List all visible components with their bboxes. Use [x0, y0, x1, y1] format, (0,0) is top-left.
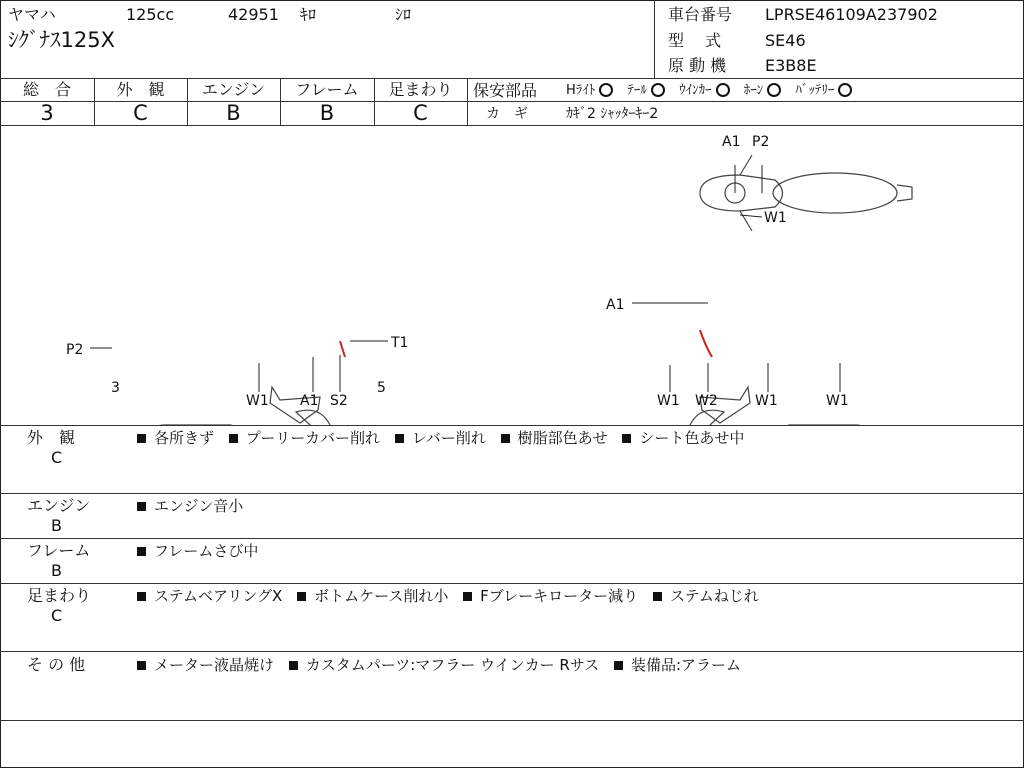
label-w1-top: W1 — [764, 210, 787, 226]
grade-frame-label: フレーム — [295, 80, 359, 99]
remark-exterior-grade: C — [51, 448, 63, 467]
safety-winker: ｳｲﾝｶｰ — [679, 83, 712, 98]
engine-code: E3B8E — [765, 56, 817, 75]
key-value: ｶｷﾞ2 ｼｬｯﾀｰｷｰ2 — [566, 106, 659, 122]
mileage: 42951 — [228, 5, 279, 24]
grade-suspension-value: C — [413, 101, 428, 125]
grade-overall-label: 総 合 — [22, 80, 71, 99]
scooter-right-side — [648, 387, 915, 425]
safety-label: 保安部品 — [473, 81, 538, 100]
safety-battery: ﾊﾞｯﾃﾘｰ — [795, 83, 835, 98]
label-w1-right-c: W1 — [826, 393, 849, 409]
grade-suspension-label: 足まわり — [388, 80, 453, 99]
safety-horn-ok-icon — [767, 83, 781, 97]
divider — [0, 493, 1024, 494]
label-w2-right: W2 — [695, 393, 718, 409]
grade-exterior-label: 外 観 — [116, 80, 165, 99]
divider — [654, 0, 655, 78]
label-p2: P2 — [66, 342, 84, 358]
damage-mark — [700, 330, 712, 357]
remark-other-items: メーター液晶焼け カスタムパーツ:マフラー ウインカー Rサス 装備品:アラーム — [137, 656, 751, 674]
divider — [0, 538, 1024, 539]
body-color: ｼﾛ — [395, 5, 412, 24]
label-3: 3 — [111, 380, 120, 396]
damage-mark — [340, 341, 345, 357]
remark-suspension-grade: C — [51, 606, 63, 625]
label-w1-right-b: W1 — [755, 393, 778, 409]
damage-diagram — [0, 125, 1024, 425]
grade-engine-value: B — [226, 101, 241, 125]
mileage-unit: ｷﾛ — [300, 5, 317, 24]
label-a1: A1 — [300, 393, 319, 409]
grade-exterior-value: C — [133, 101, 148, 125]
key-label: カ ギ — [486, 106, 528, 122]
frame-no-label: 車台番号 — [668, 5, 733, 24]
label-a1-right: A1 — [606, 297, 625, 313]
grade-engine-label: エンジン — [201, 80, 266, 99]
divider — [0, 425, 1024, 426]
safety-headlight: Hﾗｲﾄ — [566, 83, 596, 98]
remark-suspension-cat: 足まわり — [27, 586, 92, 605]
label-5: 5 — [377, 380, 386, 396]
remark-suspension-items: ステムベアリングX ボトムケース削れ小 Fブレーキローター減り ステムねじれ — [137, 587, 769, 605]
model-code: SE46 — [765, 31, 806, 50]
maker: ヤマハ — [8, 5, 56, 24]
scooter-top-view — [700, 155, 912, 231]
label-t1: T1 — [391, 335, 409, 351]
engine-code-label: 原 動 機 — [668, 56, 727, 75]
remark-engine-grade: B — [51, 516, 62, 535]
divider — [0, 78, 1024, 79]
divider — [0, 583, 1024, 584]
safety-items — [566, 82, 862, 100]
displacement: 125cc — [126, 5, 175, 24]
divider — [0, 720, 1024, 721]
remark-engine-cat: エンジン — [27, 496, 91, 515]
safety-horn: ﾎｰﾝ — [743, 83, 764, 98]
remark-other-cat: そ の 他 — [27, 655, 86, 674]
remark-frame-grade: B — [51, 561, 62, 580]
safety-tail: ﾃｰﾙ — [627, 83, 647, 98]
model-name: ｼｸﾞﾅｽ125X — [8, 28, 115, 52]
remark-frame-cat: フレーム — [27, 541, 91, 560]
label-p2-top: P2 — [752, 134, 770, 150]
label-a1-top: A1 — [722, 134, 741, 150]
remark-exterior-items: 各所きず プーリーカバー削れ レバー削れ 樹脂部色あせ シート色あせ中 — [137, 429, 754, 447]
safety-winker-ok-icon — [716, 83, 730, 97]
grade-overall-value: 3 — [40, 101, 54, 125]
remark-frame-items: フレームさび中 — [137, 542, 268, 560]
label-w1: W1 — [246, 393, 269, 409]
safety-battery-ok-icon — [838, 83, 852, 97]
divider — [0, 651, 1024, 652]
label-w1-right-a: W1 — [657, 393, 680, 409]
remark-exterior-cat: 外 観 — [27, 428, 76, 447]
divider — [467, 101, 1024, 102]
remark-engine-items: エンジン音小 — [137, 497, 253, 515]
safety-headlight-ok-icon — [599, 83, 613, 97]
label-s2: S2 — [330, 393, 348, 409]
grade-frame-value: B — [319, 101, 335, 125]
frame-no: LPRSE46109A237902 — [765, 5, 938, 24]
safety-tail-ok-icon — [651, 83, 665, 97]
model-code-label: 型 式 — [668, 31, 722, 50]
